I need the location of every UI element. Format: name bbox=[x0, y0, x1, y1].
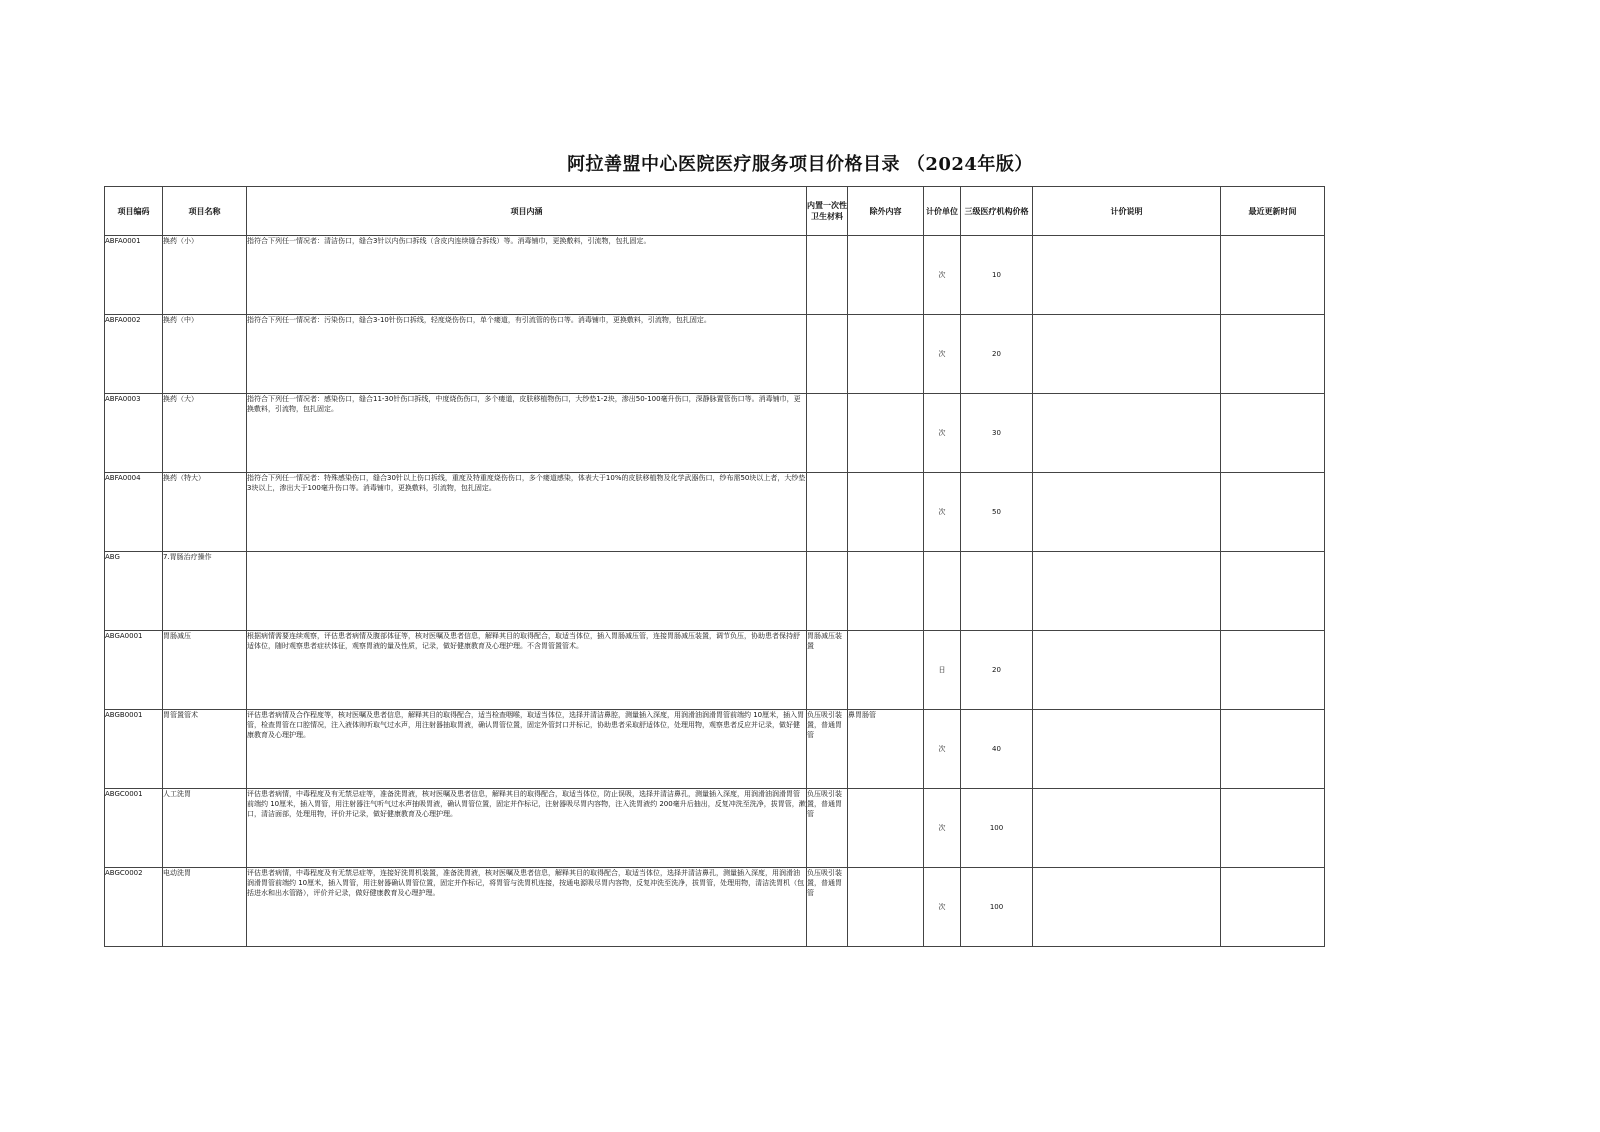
item-content: 指符合下列任一情况者：污染伤口，缝合3-10针伤口拆线，轻度烧伤伤口，单个瘘道，有引流管的伤口等。消毒铺巾，更换敷料，引流物，包扎固定。 bbox=[247, 315, 807, 394]
item-updated bbox=[1221, 473, 1325, 552]
item-exclusions bbox=[848, 868, 924, 947]
header-code: 项目编码 bbox=[105, 187, 163, 236]
item-name: 换药（中） bbox=[163, 315, 247, 394]
item-price: 30 bbox=[961, 394, 1033, 473]
item-content bbox=[247, 552, 807, 631]
item-code: ABFA0003 bbox=[105, 394, 163, 473]
item-note bbox=[1033, 789, 1221, 868]
item-name: 换药（小） bbox=[163, 236, 247, 315]
item-exclusions bbox=[848, 789, 924, 868]
item-code: ABGA0001 bbox=[105, 631, 163, 710]
item-name: 人工洗胃 bbox=[163, 789, 247, 868]
header-name: 项目名称 bbox=[163, 187, 247, 236]
item-unit: 日 bbox=[924, 631, 961, 710]
header-materials: 内置一次性卫生材料 bbox=[807, 187, 848, 236]
item-unit: 次 bbox=[924, 868, 961, 947]
item-unit: 次 bbox=[924, 473, 961, 552]
item-materials bbox=[807, 394, 848, 473]
item-content: 指符合下列任一情况者：感染伤口，缝合11-30针伤口拆线，中度烧伤伤口，多个瘘道，皮肤移植物伤口，大纱垫1-2块，渗出50-100毫升伤口，深静脉置管伤口等。消毒铺巾，更换敷料，引流物，包扎固定。 bbox=[247, 394, 807, 473]
item-unit: 次 bbox=[924, 315, 961, 394]
item-materials: 负压吸引装置，普通胃管 bbox=[807, 789, 848, 868]
item-price bbox=[961, 552, 1033, 631]
item-price: 20 bbox=[961, 315, 1033, 394]
item-updated bbox=[1221, 552, 1325, 631]
item-content: 评估患者病情及合作程度等，核对医嘱及患者信息，解释其目的取得配合，适当检查咽喉，取适当体位，选择并清洁鼻腔，测量插入深度，用润滑油润滑胃管前端约 10厘米，插入胃管，检查胃管在口腔情况，注入液体则听取气过水声，用注射器抽取胃液，确认胃管位置，固定外管封口并标记，协助患者采取舒适体位，处理用物，观察患者反应并记录，做好健康教育及心理护理。 bbox=[247, 710, 807, 789]
item-note bbox=[1033, 631, 1221, 710]
item-note bbox=[1033, 552, 1221, 631]
item-code: ABFA0004 bbox=[105, 473, 163, 552]
item-note bbox=[1033, 315, 1221, 394]
item-materials bbox=[807, 236, 848, 315]
table-row bbox=[105, 394, 1325, 473]
item-materials bbox=[807, 473, 848, 552]
item-materials bbox=[807, 315, 848, 394]
header-unit: 计价单位 bbox=[924, 187, 961, 236]
item-updated bbox=[1221, 631, 1325, 710]
item-materials: 胃肠减压装置 bbox=[807, 631, 848, 710]
item-content: 指符合下列任一情况者：清洁伤口，缝合3针以内伤口拆线（含皮内连续缝合拆线）等。消毒铺巾，更换敷料，引流物，包扎固定。 bbox=[247, 236, 807, 315]
item-exclusions bbox=[848, 236, 924, 315]
item-unit: 次 bbox=[924, 789, 961, 868]
item-price: 20 bbox=[961, 631, 1033, 710]
item-name: 换药（大） bbox=[163, 394, 247, 473]
item-code: ABG bbox=[105, 552, 163, 631]
item-note bbox=[1033, 394, 1221, 473]
item-materials: 负压吸引装置，普通胃管 bbox=[807, 868, 848, 947]
item-updated bbox=[1221, 710, 1325, 789]
item-updated bbox=[1221, 315, 1325, 394]
table-header-row bbox=[105, 187, 1325, 236]
item-unit: 次 bbox=[924, 710, 961, 789]
item-price: 100 bbox=[961, 868, 1033, 947]
item-price: 50 bbox=[961, 473, 1033, 552]
item-code: ABFA0002 bbox=[105, 315, 163, 394]
item-name: 电动洗胃 bbox=[163, 868, 247, 947]
table-row bbox=[105, 868, 1325, 947]
document-title: 阿拉善盟中心医院医疗服务项目价格目录 （2024年版） bbox=[567, 154, 1033, 175]
table-row-category bbox=[105, 552, 1325, 631]
table-row bbox=[105, 631, 1325, 710]
item-price: 10 bbox=[961, 236, 1033, 315]
item-exclusions bbox=[848, 631, 924, 710]
item-content: 评估患者病情，中毒程度及有无禁忌症等，连接好洗胃机装置，准备洗胃液，核对医嘱及患者信息，解释其目的取得配合，取适当体位，选择并清洁鼻孔，测量插入深度，用润滑油润滑胃管前端约 10厘米，插入胃管，用注射器确认胃管位置，固定并作标记，将胃管与洗胃机连接，按通电源吸尽胃内容物，反复冲洗至洗净，拔胃管，处理用物，清洁洗胃机（包括进水和出水管路），评价并记录，做好健康教育及心理护理。 bbox=[247, 868, 807, 947]
item-unit bbox=[924, 552, 961, 631]
item-exclusions bbox=[848, 473, 924, 552]
item-materials bbox=[807, 552, 848, 631]
item-code: ABFA0001 bbox=[105, 236, 163, 315]
table-row bbox=[105, 236, 1325, 315]
item-exclusions: 鼻胃肠管 bbox=[848, 710, 924, 789]
item-unit: 次 bbox=[924, 394, 961, 473]
item-price: 100 bbox=[961, 789, 1033, 868]
table-row bbox=[105, 473, 1325, 552]
item-name: 换药（特大） bbox=[163, 473, 247, 552]
header-price: 三级医疗机构价格 bbox=[961, 187, 1033, 236]
item-code: ABGB0001 bbox=[105, 710, 163, 789]
item-code: ABGC0002 bbox=[105, 868, 163, 947]
header-content: 项目内涵 bbox=[247, 187, 807, 236]
item-note bbox=[1033, 868, 1221, 947]
item-content: 评估患者病情，中毒程度及有无禁忌症等，准备洗胃液，核对医嘱及患者信息，解释其目的取得配合，取适当体位，防止误吸，选择并清洁鼻孔，测量插入深度，用润滑油润滑胃管前端约 10厘米，插入胃管，用注射器注气听气过水声抽吸胃液，确认胃管位置，固定并作标记，注射器吸尽胃内容物，注入洗胃液约 200毫升后抽出，反复冲洗至洗净，拔胃管，漱口，清洁面部，处理用物，评价并记录，做好健康教育及心理护理。 bbox=[247, 789, 807, 868]
item-note bbox=[1033, 710, 1221, 789]
item-exclusions bbox=[848, 394, 924, 473]
item-exclusions bbox=[848, 552, 924, 631]
item-content: 根据病情需要连续观察，评估患者病情及腹部体征等，核对医嘱及患者信息，解释其目的取得配合，取适当体位，插入胃肠减压管，连接胃肠减压装置，调节负压，协助患者保持舒适体位，随时观察患者症状体征，观察胃液的量及性质，记录，做好健康教育及心理护理。不含胃管置管术。 bbox=[247, 631, 807, 710]
table-row bbox=[105, 710, 1325, 789]
header-note: 计价说明 bbox=[1033, 187, 1221, 236]
item-exclusions bbox=[848, 315, 924, 394]
item-name: 胃肠减压 bbox=[163, 631, 247, 710]
item-note bbox=[1033, 473, 1221, 552]
item-content: 指符合下列任一情况者：特殊感染伤口，缝合30针以上伤口拆线，重度及特重度烧伤伤口，多个瘘道感染，体表大于10%的皮肤移植物及化学武器伤口，纱布需50块以上者，大纱垫3块以上，渗出大于100毫升伤口等。消毒铺巾，更换敷料，引流物，包扎固定。 bbox=[247, 473, 807, 552]
item-updated bbox=[1221, 868, 1325, 947]
item-unit: 次 bbox=[924, 236, 961, 315]
item-name: 胃管置管术 bbox=[163, 710, 247, 789]
item-price: 40 bbox=[961, 710, 1033, 789]
table-row bbox=[105, 315, 1325, 394]
item-updated bbox=[1221, 236, 1325, 315]
item-updated bbox=[1221, 789, 1325, 868]
item-note bbox=[1033, 236, 1221, 315]
header-exclusions: 除外内容 bbox=[848, 187, 924, 236]
table-row bbox=[105, 789, 1325, 868]
header-updated: 最近更新时间 bbox=[1221, 187, 1325, 236]
item-code: ABGC0001 bbox=[105, 789, 163, 868]
item-updated bbox=[1221, 394, 1325, 473]
item-name: 7.胃肠治疗操作 bbox=[163, 552, 247, 631]
price-table bbox=[104, 186, 1325, 947]
item-materials: 负压吸引装置，普通胃管 bbox=[807, 710, 848, 789]
